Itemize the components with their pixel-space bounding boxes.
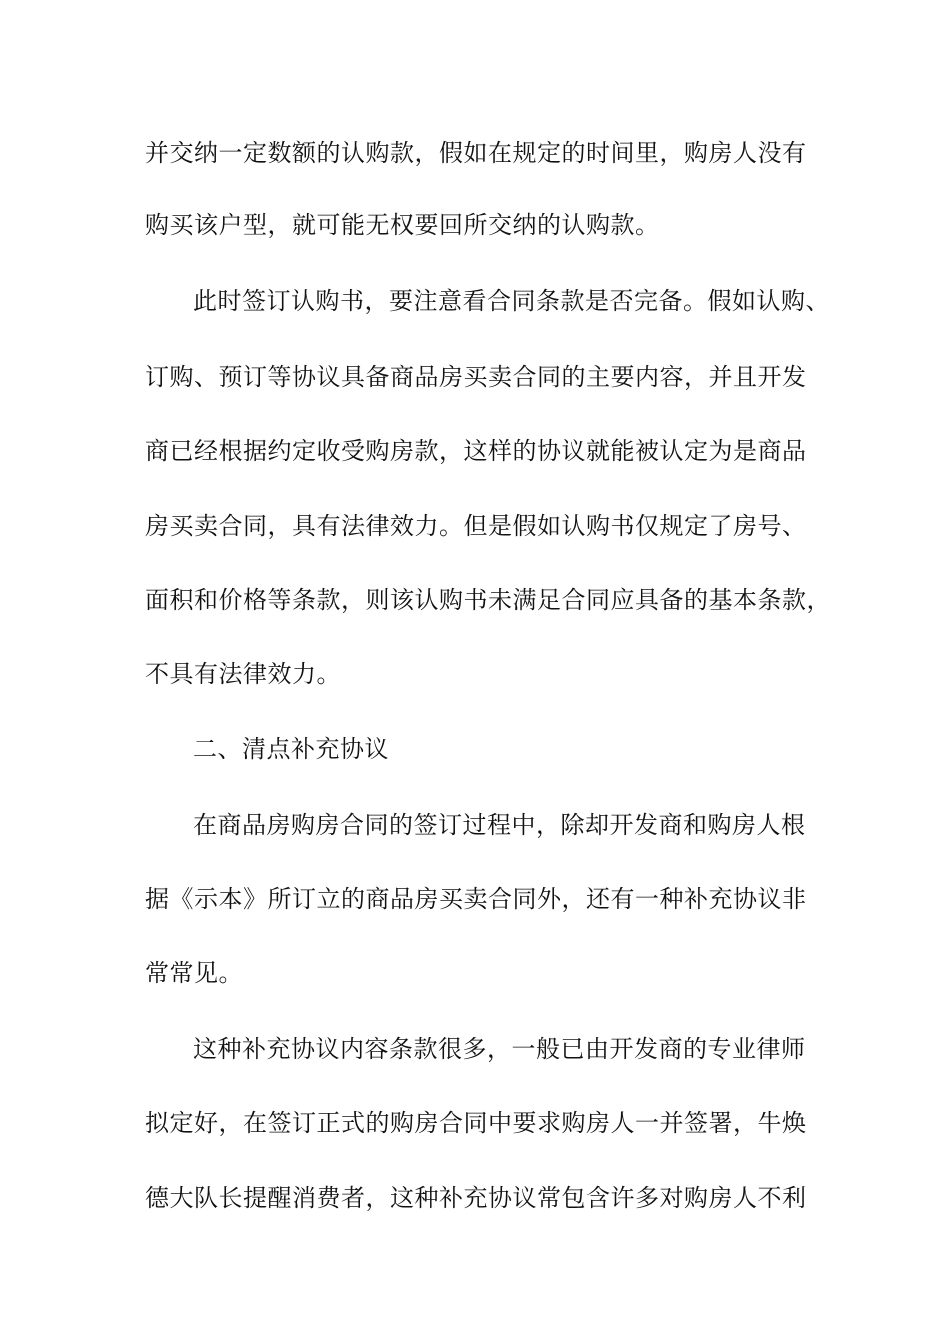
text-line: 商已经根据约定收受购房款，这样的协议就能被认定为是商品 <box>145 437 807 465</box>
paragraph-start-line: 在商品房购房合同的签订过程中，除却开发商和购房人根 <box>193 811 806 839</box>
text-line: 面积和价格等条款，则该认购书未满足合同应具备的基本条款， <box>145 586 831 614</box>
text-line: 德大队长提醒消费者，这种补充协议常包含许多对购房人不利 <box>145 1184 807 1212</box>
text-line: 据《示本》所订立的商品房买卖合同外，还有一种补充协议非 <box>145 885 807 913</box>
text-line: 购买该户型，就可能无权要回所交纳的认购款。 <box>145 211 660 239</box>
text-line: 房买卖合同，具有法律效力。但是假如认购书仅规定了房号、 <box>145 512 807 540</box>
paragraph-start-line: 此时签订认购书，要注意看合同条款是否完备。假如认购、 <box>193 287 830 315</box>
text-line: 常常见。 <box>145 959 243 987</box>
section-heading: 二、清点补充协议 <box>193 735 389 763</box>
text-line: 拟定好，在签订正式的购房合同中要求购房人一并签署，牛焕 <box>145 1109 807 1137</box>
paragraph-start-line: 这种补充协议内容条款很多，一般已由开发商的专业律师 <box>193 1035 806 1063</box>
text-line: 订购、预订等协议具备商品房买卖合同的主要内容，并且开发 <box>145 363 807 391</box>
text-line: 不具有法律效力。 <box>145 660 341 688</box>
text-line: 并交纳一定数额的认购款，假如在规定的时间里，购房人没有 <box>145 139 807 167</box>
